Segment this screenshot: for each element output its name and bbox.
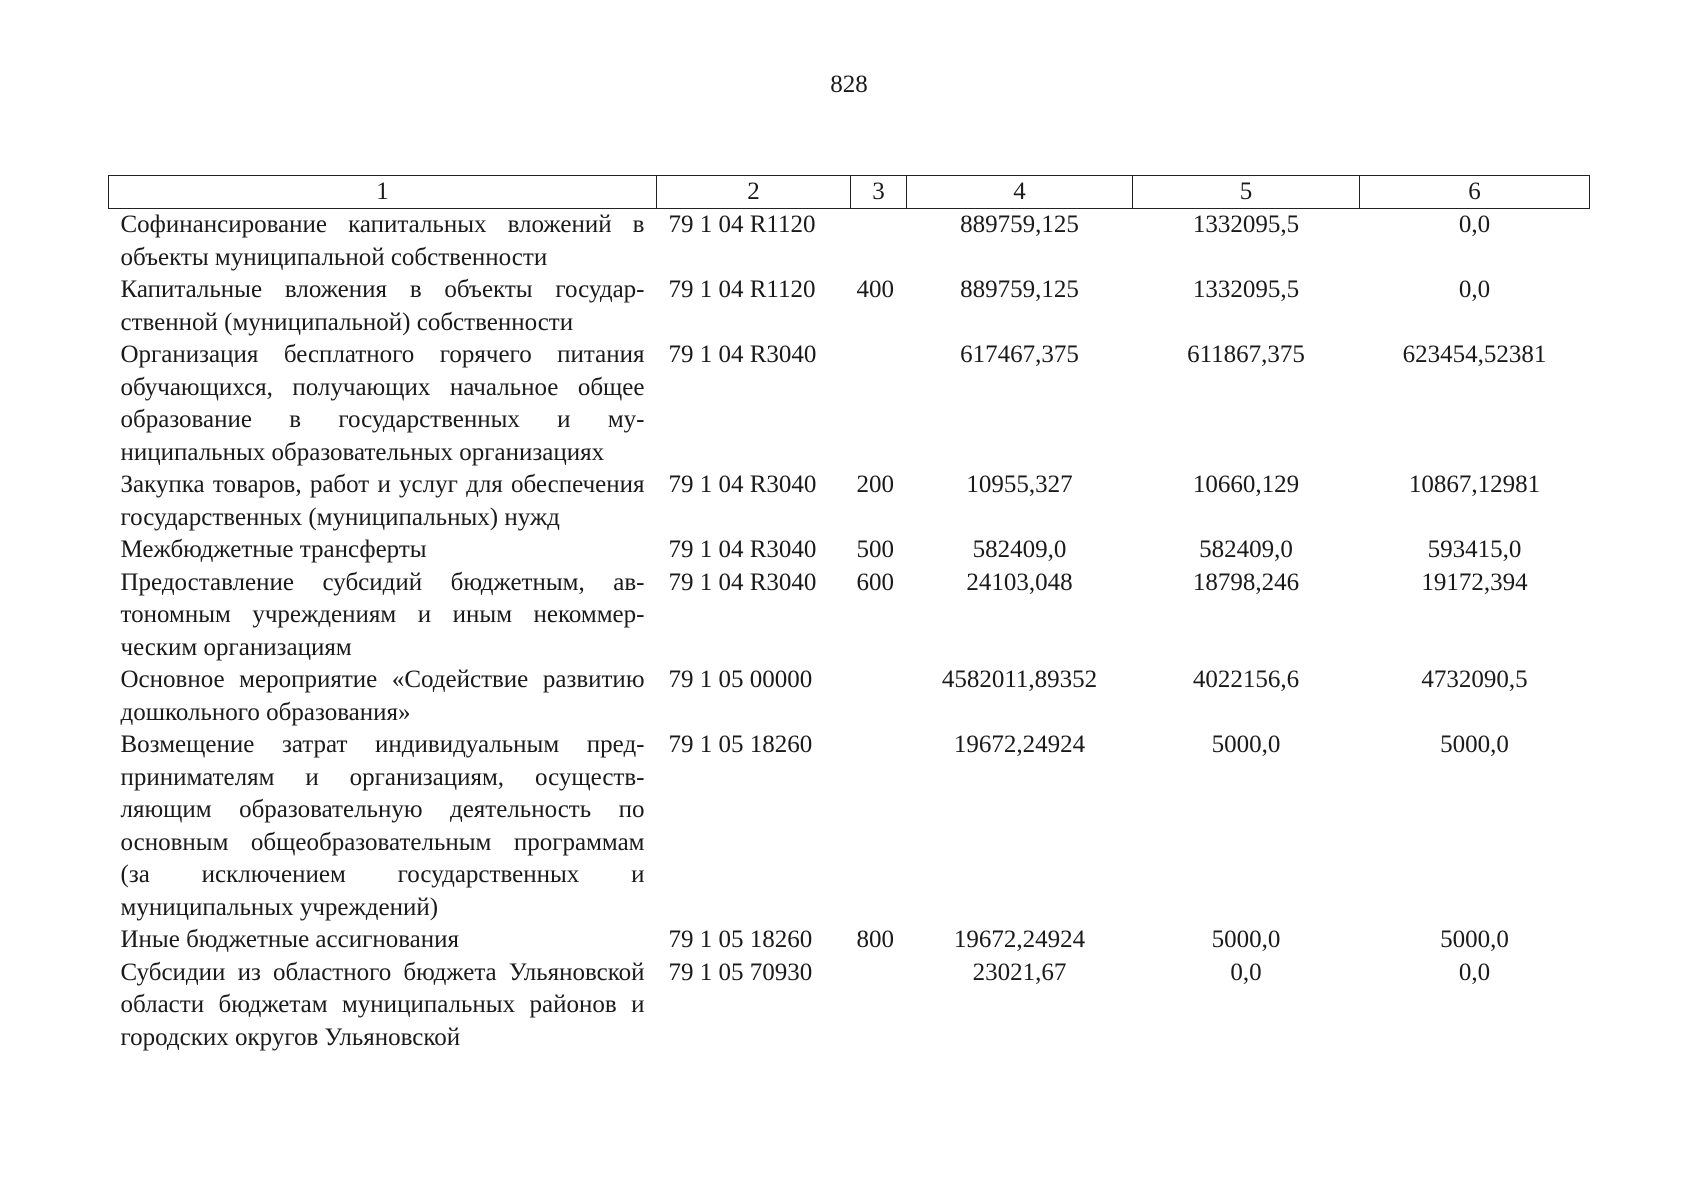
- row-name: Основное мероприятие «Содействие развитию дошкольного образования»: [120, 666, 645, 726]
- budget-table-container: [108, 175, 1589, 1054]
- row-type: 400: [856, 276, 894, 303]
- row-code: 79 1 04 R3040: [668, 536, 817, 563]
- row-code: 79 1 04 R1120: [668, 276, 816, 303]
- row-value-6: 10867,12981: [1408, 471, 1541, 498]
- row-type: 800: [856, 926, 894, 953]
- budget-table: [108, 175, 1590, 1054]
- row-code: 79 1 04 R1120: [668, 211, 816, 238]
- header-col-4: 4: [907, 176, 1133, 209]
- row-value-6: 0,0: [1458, 276, 1491, 303]
- row-value-4: 889759,125: [960, 211, 1079, 238]
- row-code: 79 1 04 R3040: [668, 341, 817, 368]
- row-code: 79 1 05 18260: [668, 731, 813, 758]
- row-code: 79 1 05 18260: [668, 926, 813, 953]
- row-value-4: 23021,67: [972, 958, 1067, 986]
- row-value-5: 582409,0: [1199, 536, 1293, 563]
- table-row: [109, 534, 1590, 567]
- row-value-6: 623454,52381: [1402, 341, 1547, 368]
- row-value-5: 5000,0: [1211, 926, 1281, 953]
- row-value-6: 4732090,5: [1421, 666, 1528, 693]
- row-code: 79 1 05 00000: [668, 666, 813, 693]
- row-name: Софинансирование капитальных вложений в объекты муниципальной собственности: [120, 211, 645, 271]
- header-col-3: 3: [851, 176, 907, 209]
- row-type: 200: [856, 471, 894, 498]
- row-value-4: 582409,0: [972, 536, 1067, 563]
- table-row: [109, 209, 1590, 275]
- row-value-6: 5000,0: [1440, 731, 1509, 758]
- row-name: Закупка товаров, работ и услуг для обеспечения государственных (муниципальных) нужд: [120, 471, 645, 531]
- page-number: 828: [830, 71, 868, 98]
- row-name: Межбюджетные трансферты: [120, 536, 427, 563]
- row-type: [851, 957, 907, 1055]
- row-value-5: 4022156,6: [1192, 666, 1300, 693]
- row-value-5: 18798,246: [1192, 568, 1300, 596]
- row-value-5: 1332095,5: [1192, 211, 1300, 238]
- row-value-4: 19672,24924: [953, 926, 1086, 953]
- row-type: [851, 664, 907, 729]
- table-row: [109, 339, 1590, 469]
- row-name: Субсидии из областного бюджета Ульяновской области бюджетам муниципальных районов и городских округов Ульяновской: [120, 958, 645, 1051]
- table-header-row: [109, 176, 1590, 209]
- header-col-6: 6: [1360, 176, 1590, 209]
- row-name: Возмещение затрат индивидуальным предпринимателям и организациям, осуществляющим образовательную деятельность по основным общеобразовательным программам (за исключением государственных и муниципальных учреждений): [120, 731, 645, 921]
- row-value-5: 10660,129: [1192, 471, 1300, 498]
- table-row: [109, 567, 1590, 665]
- header-col-5: 5: [1133, 176, 1360, 209]
- row-type: 600: [856, 568, 894, 596]
- row-value-5: 611867,375: [1187, 341, 1305, 368]
- row-value-4: 24103,048: [966, 568, 1073, 596]
- table-row: [109, 664, 1590, 729]
- row-code: 79 1 04 R3040: [668, 471, 817, 498]
- row-value-4: 889759,125: [960, 276, 1079, 303]
- row-value-6: 5000,0: [1440, 926, 1509, 953]
- row-type: [851, 339, 907, 469]
- row-name: Организация бесплатного горячего питания обучающихся, получающих начальное общее образование в государственных и муниципальных образовательных организациях: [120, 341, 645, 466]
- header-col-1: 1: [109, 176, 657, 209]
- row-value-4: 4582011,89352: [941, 666, 1098, 693]
- row-name: Предоставление субсидий бюджетным, автономным учреждениям и иным некоммерческим организациям: [120, 568, 645, 661]
- row-code: 79 1 04 R3040: [668, 568, 817, 596]
- row-type: [851, 729, 907, 924]
- row-value-4: 19672,24924: [953, 731, 1086, 758]
- row-value-5: 1332095,5: [1192, 276, 1300, 303]
- row-value-6: 0,0: [1458, 211, 1491, 238]
- table-row: [109, 469, 1590, 534]
- row-value-4: 10955,327: [966, 471, 1073, 498]
- row-value-6: 19172,394: [1421, 568, 1528, 596]
- row-name: Капитальные вложения в объекты государственной (муниципальной) собственности: [120, 276, 645, 336]
- row-name: Иные бюджетные ассигнования: [120, 926, 460, 953]
- row-value-4: 617467,375: [960, 341, 1079, 368]
- row-value-5: 0,0: [1230, 958, 1262, 986]
- row-value-5: 5000,0: [1211, 731, 1281, 758]
- table-row: [109, 957, 1590, 1055]
- table-row: [109, 729, 1590, 924]
- table-row: [109, 274, 1590, 339]
- row-value-6: 593415,0: [1427, 536, 1522, 563]
- row-type: [851, 209, 907, 275]
- table-row: [109, 924, 1590, 957]
- row-type: 500: [856, 536, 894, 563]
- row-value-6: 0,0: [1458, 958, 1491, 986]
- row-code: 79 1 05 70930: [668, 958, 813, 986]
- header-col-2: 2: [657, 176, 851, 209]
